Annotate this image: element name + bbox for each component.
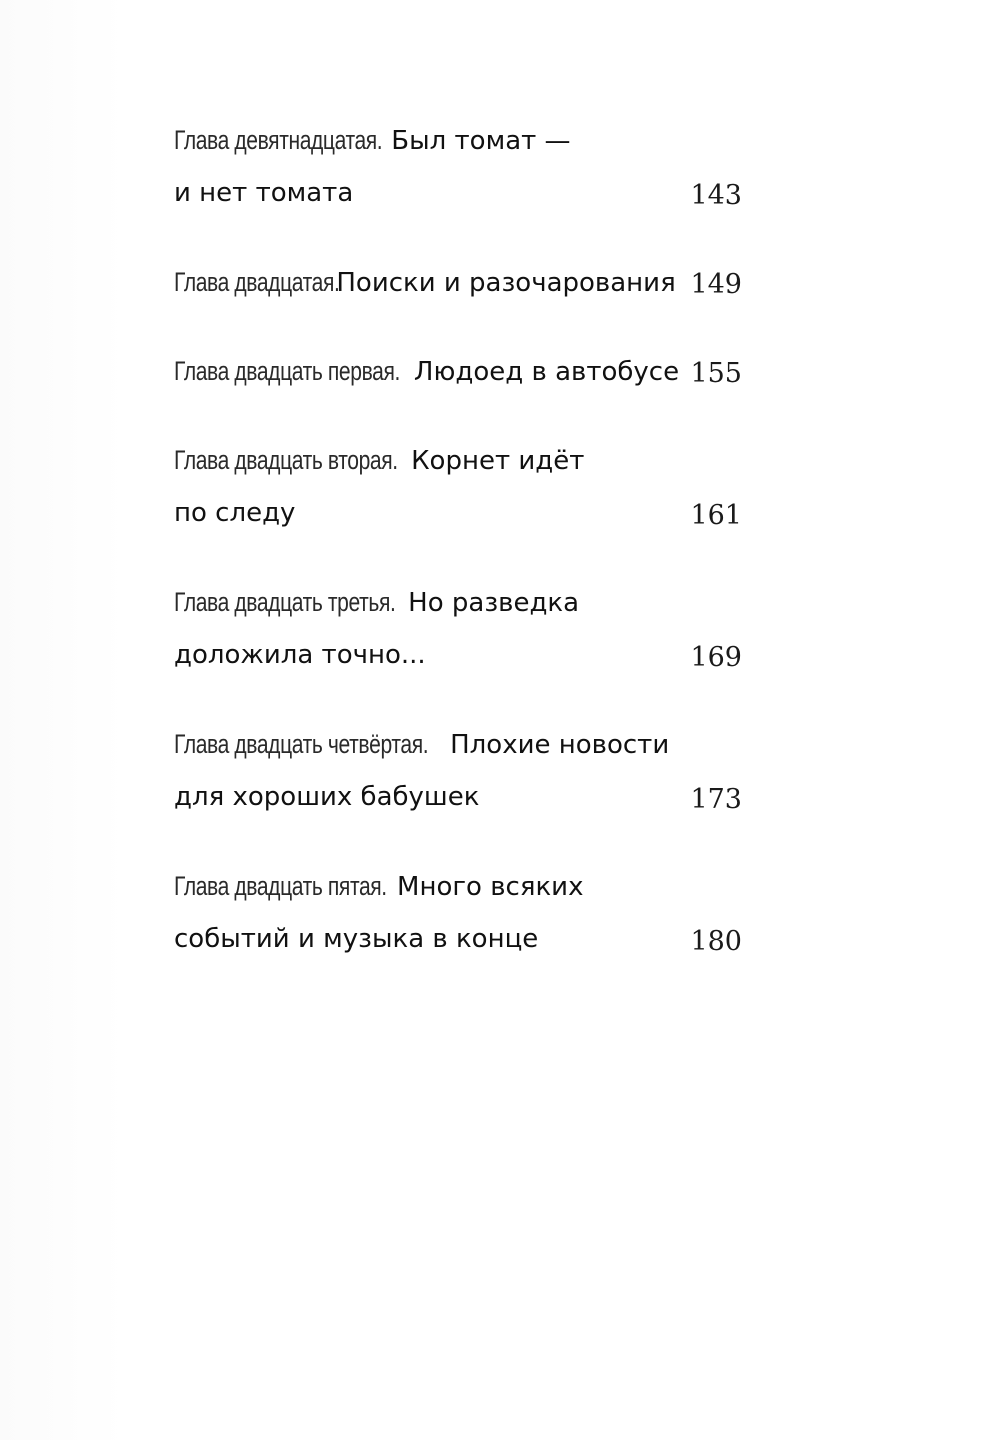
page-number: 155 bbox=[690, 358, 742, 389]
toc-entry-21[interactable] bbox=[174, 349, 742, 402]
chapter-title: Поиски и разочарования bbox=[336, 268, 676, 298]
chapter-title: Людоед в автобусе bbox=[413, 357, 680, 387]
toc-entry-line bbox=[174, 722, 742, 775]
chapter-prefix: Глава двадцать четвёртая. bbox=[174, 729, 429, 759]
page-number: 161 bbox=[690, 500, 742, 531]
chapter-prefix: Глава двадцать первая. bbox=[174, 356, 400, 386]
chapter-title: Корнет идёт bbox=[411, 446, 585, 476]
table-of-contents bbox=[174, 118, 742, 970]
toc-entry-20[interactable] bbox=[174, 260, 742, 313]
page-number: 173 bbox=[690, 784, 742, 815]
toc-entry-22[interactable] bbox=[174, 438, 742, 544]
chapter-prefix: Глава девятнадцатая. bbox=[174, 125, 383, 155]
chapter-title-continued: для хороших бабушек bbox=[174, 782, 480, 812]
toc-entry-line bbox=[174, 580, 742, 633]
toc-entry-25[interactable] bbox=[174, 864, 742, 970]
toc-entry-line bbox=[174, 349, 742, 402]
chapter-title-continued: по следу bbox=[174, 498, 296, 528]
toc-entry-line bbox=[174, 260, 742, 313]
toc-entry-line bbox=[174, 633, 742, 686]
toc-entry-line bbox=[174, 171, 742, 224]
toc-entry-line bbox=[174, 491, 742, 544]
chapter-title: Много всяких bbox=[397, 872, 584, 902]
toc-entry-23[interactable] bbox=[174, 580, 742, 686]
toc-entry-line bbox=[174, 917, 742, 970]
chapter-title: Был томат — bbox=[391, 126, 571, 156]
chapter-prefix: Глава двадцать третья. bbox=[174, 587, 396, 617]
toc-entry-19[interactable] bbox=[174, 118, 742, 224]
chapter-title-continued: доложила точно... bbox=[174, 640, 426, 670]
chapter-title: Но разведка bbox=[408, 588, 580, 618]
chapter-prefix: Глава двадцать вторая. bbox=[174, 445, 398, 475]
toc-entry-line bbox=[174, 118, 742, 171]
toc-entry-line bbox=[174, 775, 742, 828]
toc-entry-line bbox=[174, 864, 742, 917]
toc-entry-24[interactable] bbox=[174, 722, 742, 828]
page-number: 149 bbox=[690, 269, 742, 300]
chapter-title: Плохие новости bbox=[450, 730, 670, 760]
chapter-title-continued: событий и музыка в конце bbox=[174, 924, 539, 954]
page-number: 169 bbox=[690, 642, 742, 673]
page-number: 180 bbox=[690, 926, 742, 957]
chapter-title-continued: и нет томата bbox=[174, 178, 354, 208]
toc-entry-line bbox=[174, 438, 742, 491]
page-edge-shading bbox=[0, 0, 125, 1440]
chapter-prefix: Глава двадцатая. bbox=[174, 267, 340, 297]
chapter-prefix: Глава двадцать пятая. bbox=[174, 871, 387, 901]
page-number: 143 bbox=[690, 180, 742, 211]
